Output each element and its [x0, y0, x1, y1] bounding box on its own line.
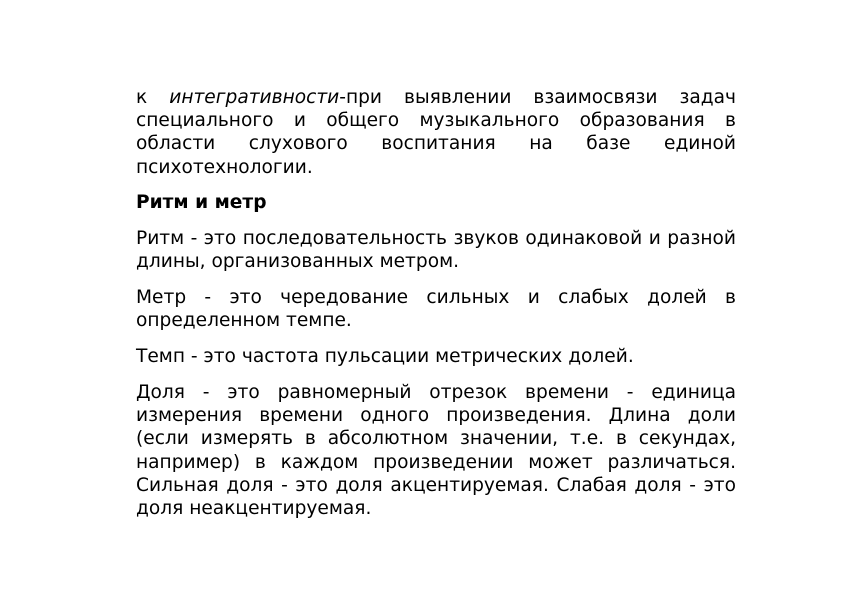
section-heading: Ритм и метр: [136, 192, 267, 214]
meter-paragraph: Метр - это чередование сильных и слабых долей в определенном темпе.: [136, 287, 736, 332]
tempo-paragraph: Темп - это частота пульсации метрических долей.: [136, 346, 634, 368]
intro-rest: -при выявлении взаимосвязи задач специального и общего музыкального образования в области слухового воспитания на базе единой психотехнологии.: [136, 87, 736, 178]
slide-body: [136, 86, 736, 533]
beat-paragraph: Доля - это равномерный отрезок времени - единица измерения времени одного произведения. Длина доли (если измерять в абсолютном значении, т.е. в секундах, например) в каждом произведении может различаться. Сильная доля - это доля акцентируемая. Слабая доля - это доля неакцентируемая.: [136, 382, 736, 520]
rhythm-paragraph: Ритм - это последовательность звуков одинаковой и разной длины, организованных метром.: [136, 228, 736, 273]
intro-italic-term: интегративности: [169, 87, 340, 108]
intro-paragraph: [136, 86, 736, 179]
intro-lead: к: [136, 87, 170, 108]
